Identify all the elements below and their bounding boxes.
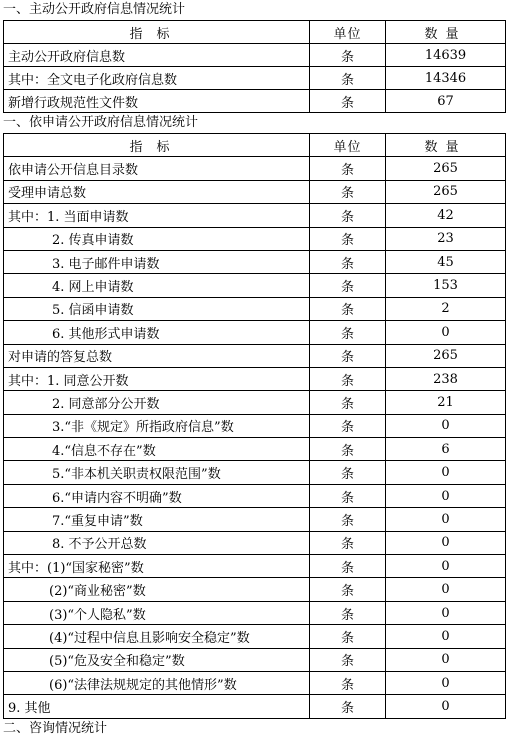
header-unit: 单位 bbox=[310, 21, 386, 44]
row-unit: 条 bbox=[310, 671, 386, 694]
row-label: 其中：1. 同意公开数 bbox=[4, 367, 310, 390]
row-value: 42 bbox=[386, 204, 506, 227]
row-value: 14346 bbox=[386, 67, 506, 90]
row-value: 0 bbox=[386, 625, 506, 648]
table-row bbox=[4, 438, 506, 461]
table-row bbox=[4, 648, 506, 671]
row-unit: 条 bbox=[310, 321, 386, 344]
table-row bbox=[4, 157, 506, 180]
on-request-disclosure-table bbox=[3, 133, 506, 719]
row-value: 21 bbox=[386, 391, 506, 414]
table-row bbox=[4, 180, 506, 203]
row-value: 14639 bbox=[386, 44, 506, 67]
table-row bbox=[4, 297, 506, 320]
row-unit: 条 bbox=[310, 438, 386, 461]
table-row bbox=[4, 321, 506, 344]
row-label: 3.“非《规定》所指政府信息”数 bbox=[4, 414, 310, 437]
table-row bbox=[4, 625, 506, 648]
row-unit: 条 bbox=[310, 44, 386, 67]
section-heading-consultation: 二、咨询情况统计 bbox=[3, 720, 108, 736]
row-unit: 条 bbox=[310, 391, 386, 414]
row-unit: 条 bbox=[310, 508, 386, 531]
row-unit: 条 bbox=[310, 601, 386, 624]
row-value: 153 bbox=[386, 274, 506, 297]
row-value: 265 bbox=[386, 180, 506, 203]
section-heading-on-request: 一、依申请公开政府信息情况统计 bbox=[3, 115, 199, 130]
row-label: 新增行政规范性文件数 bbox=[4, 90, 310, 113]
row-unit: 条 bbox=[310, 250, 386, 273]
row-unit: 条 bbox=[310, 531, 386, 554]
table-row bbox=[4, 90, 506, 113]
table-row bbox=[4, 555, 506, 578]
row-value: 265 bbox=[386, 344, 506, 367]
table-row bbox=[4, 671, 506, 694]
table-row bbox=[4, 531, 506, 554]
row-label: (6)“法律法规规定的其他情形”数 bbox=[4, 671, 310, 694]
row-label: 4. 网上申请数 bbox=[4, 274, 310, 297]
row-label: 7.“重复申请”数 bbox=[4, 508, 310, 531]
table-row bbox=[4, 391, 506, 414]
section-heading-proactive: 一、主动公开政府信息情况统计 bbox=[3, 2, 186, 17]
row-unit: 条 bbox=[310, 367, 386, 390]
row-label: (5)“危及安全和稳定”数 bbox=[4, 648, 310, 671]
header-quantity: 数量 bbox=[386, 21, 506, 44]
row-label: (2)“商业秘密”数 bbox=[4, 578, 310, 601]
table-row bbox=[4, 344, 506, 367]
table-row bbox=[4, 461, 506, 484]
row-label: 受理申请总数 bbox=[4, 180, 310, 203]
row-value: 23 bbox=[386, 227, 506, 250]
row-label: 主动公开政府信息数 bbox=[4, 44, 310, 67]
row-value: 0 bbox=[386, 461, 506, 484]
row-label: 其中：全文电子化政府信息数 bbox=[4, 67, 310, 90]
table-row bbox=[4, 484, 506, 507]
table-row bbox=[4, 508, 506, 531]
table-row bbox=[4, 414, 506, 437]
row-unit: 条 bbox=[310, 157, 386, 180]
row-value: 0 bbox=[386, 648, 506, 671]
row-unit: 条 bbox=[310, 555, 386, 578]
header-indicator: 指标 bbox=[4, 21, 310, 44]
row-label: 依申请公开信息目录数 bbox=[4, 157, 310, 180]
row-unit: 条 bbox=[310, 274, 386, 297]
table-row bbox=[4, 695, 506, 718]
row-value: 0 bbox=[386, 578, 506, 601]
row-label: 5.“非本机关职责权限范围”数 bbox=[4, 461, 310, 484]
row-label: 其中：(1)“国家秘密”数 bbox=[4, 555, 310, 578]
table-row bbox=[4, 274, 506, 297]
row-unit: 条 bbox=[310, 67, 386, 90]
row-value: 6 bbox=[386, 438, 506, 461]
row-label: 4.“信息不存在”数 bbox=[4, 438, 310, 461]
row-unit: 条 bbox=[310, 695, 386, 718]
table-row bbox=[4, 204, 506, 227]
row-label: 6.“申请内容不明确”数 bbox=[4, 484, 310, 507]
row-unit: 条 bbox=[310, 484, 386, 507]
row-value: 265 bbox=[386, 157, 506, 180]
row-value: 2 bbox=[386, 297, 506, 320]
row-label: (4)“过程中信息且影响安全稳定”数 bbox=[4, 625, 310, 648]
row-unit: 条 bbox=[310, 297, 386, 320]
row-label: 2. 传真申请数 bbox=[4, 227, 310, 250]
table-header-row bbox=[4, 134, 506, 157]
row-value: 0 bbox=[386, 531, 506, 554]
row-label: 9. 其他 bbox=[4, 695, 310, 718]
table-row bbox=[4, 367, 506, 390]
table-row bbox=[4, 227, 506, 250]
row-unit: 条 bbox=[310, 344, 386, 367]
row-value: 0 bbox=[386, 508, 506, 531]
row-unit: 条 bbox=[310, 180, 386, 203]
row-label: 其中：1. 当面申请数 bbox=[4, 204, 310, 227]
row-value: 238 bbox=[386, 367, 506, 390]
row-unit: 条 bbox=[310, 461, 386, 484]
row-value: 0 bbox=[386, 555, 506, 578]
row-label: 6. 其他形式申请数 bbox=[4, 321, 310, 344]
row-value: 0 bbox=[386, 695, 506, 718]
header-unit: 单位 bbox=[310, 134, 386, 157]
table-header-row bbox=[4, 21, 506, 44]
row-label: 对申请的答复总数 bbox=[4, 344, 310, 367]
table-row bbox=[4, 250, 506, 273]
header-indicator: 指标 bbox=[4, 134, 310, 157]
table-row bbox=[4, 44, 506, 67]
row-label: (3)“个人隐私”数 bbox=[4, 601, 310, 624]
table-row bbox=[4, 601, 506, 624]
row-value: 0 bbox=[386, 414, 506, 437]
row-value: 0 bbox=[386, 601, 506, 624]
row-unit: 条 bbox=[310, 414, 386, 437]
row-value: 0 bbox=[386, 484, 506, 507]
row-label: 5. 信函申请数 bbox=[4, 297, 310, 320]
row-unit: 条 bbox=[310, 227, 386, 250]
row-label: 3. 电子邮件申请数 bbox=[4, 250, 310, 273]
row-unit: 条 bbox=[310, 90, 386, 113]
row-value: 0 bbox=[386, 321, 506, 344]
header-quantity: 数量 bbox=[386, 134, 506, 157]
table-row bbox=[4, 578, 506, 601]
row-unit: 条 bbox=[310, 578, 386, 601]
row-value: 67 bbox=[386, 90, 506, 113]
row-label: 8. 不予公开总数 bbox=[4, 531, 310, 554]
row-unit: 条 bbox=[310, 204, 386, 227]
row-unit: 条 bbox=[310, 625, 386, 648]
row-value: 45 bbox=[386, 250, 506, 273]
row-unit: 条 bbox=[310, 648, 386, 671]
row-value: 0 bbox=[386, 671, 506, 694]
proactive-disclosure-table bbox=[3, 20, 506, 113]
table-row bbox=[4, 67, 506, 90]
row-label: 2. 同意部分公开数 bbox=[4, 391, 310, 414]
